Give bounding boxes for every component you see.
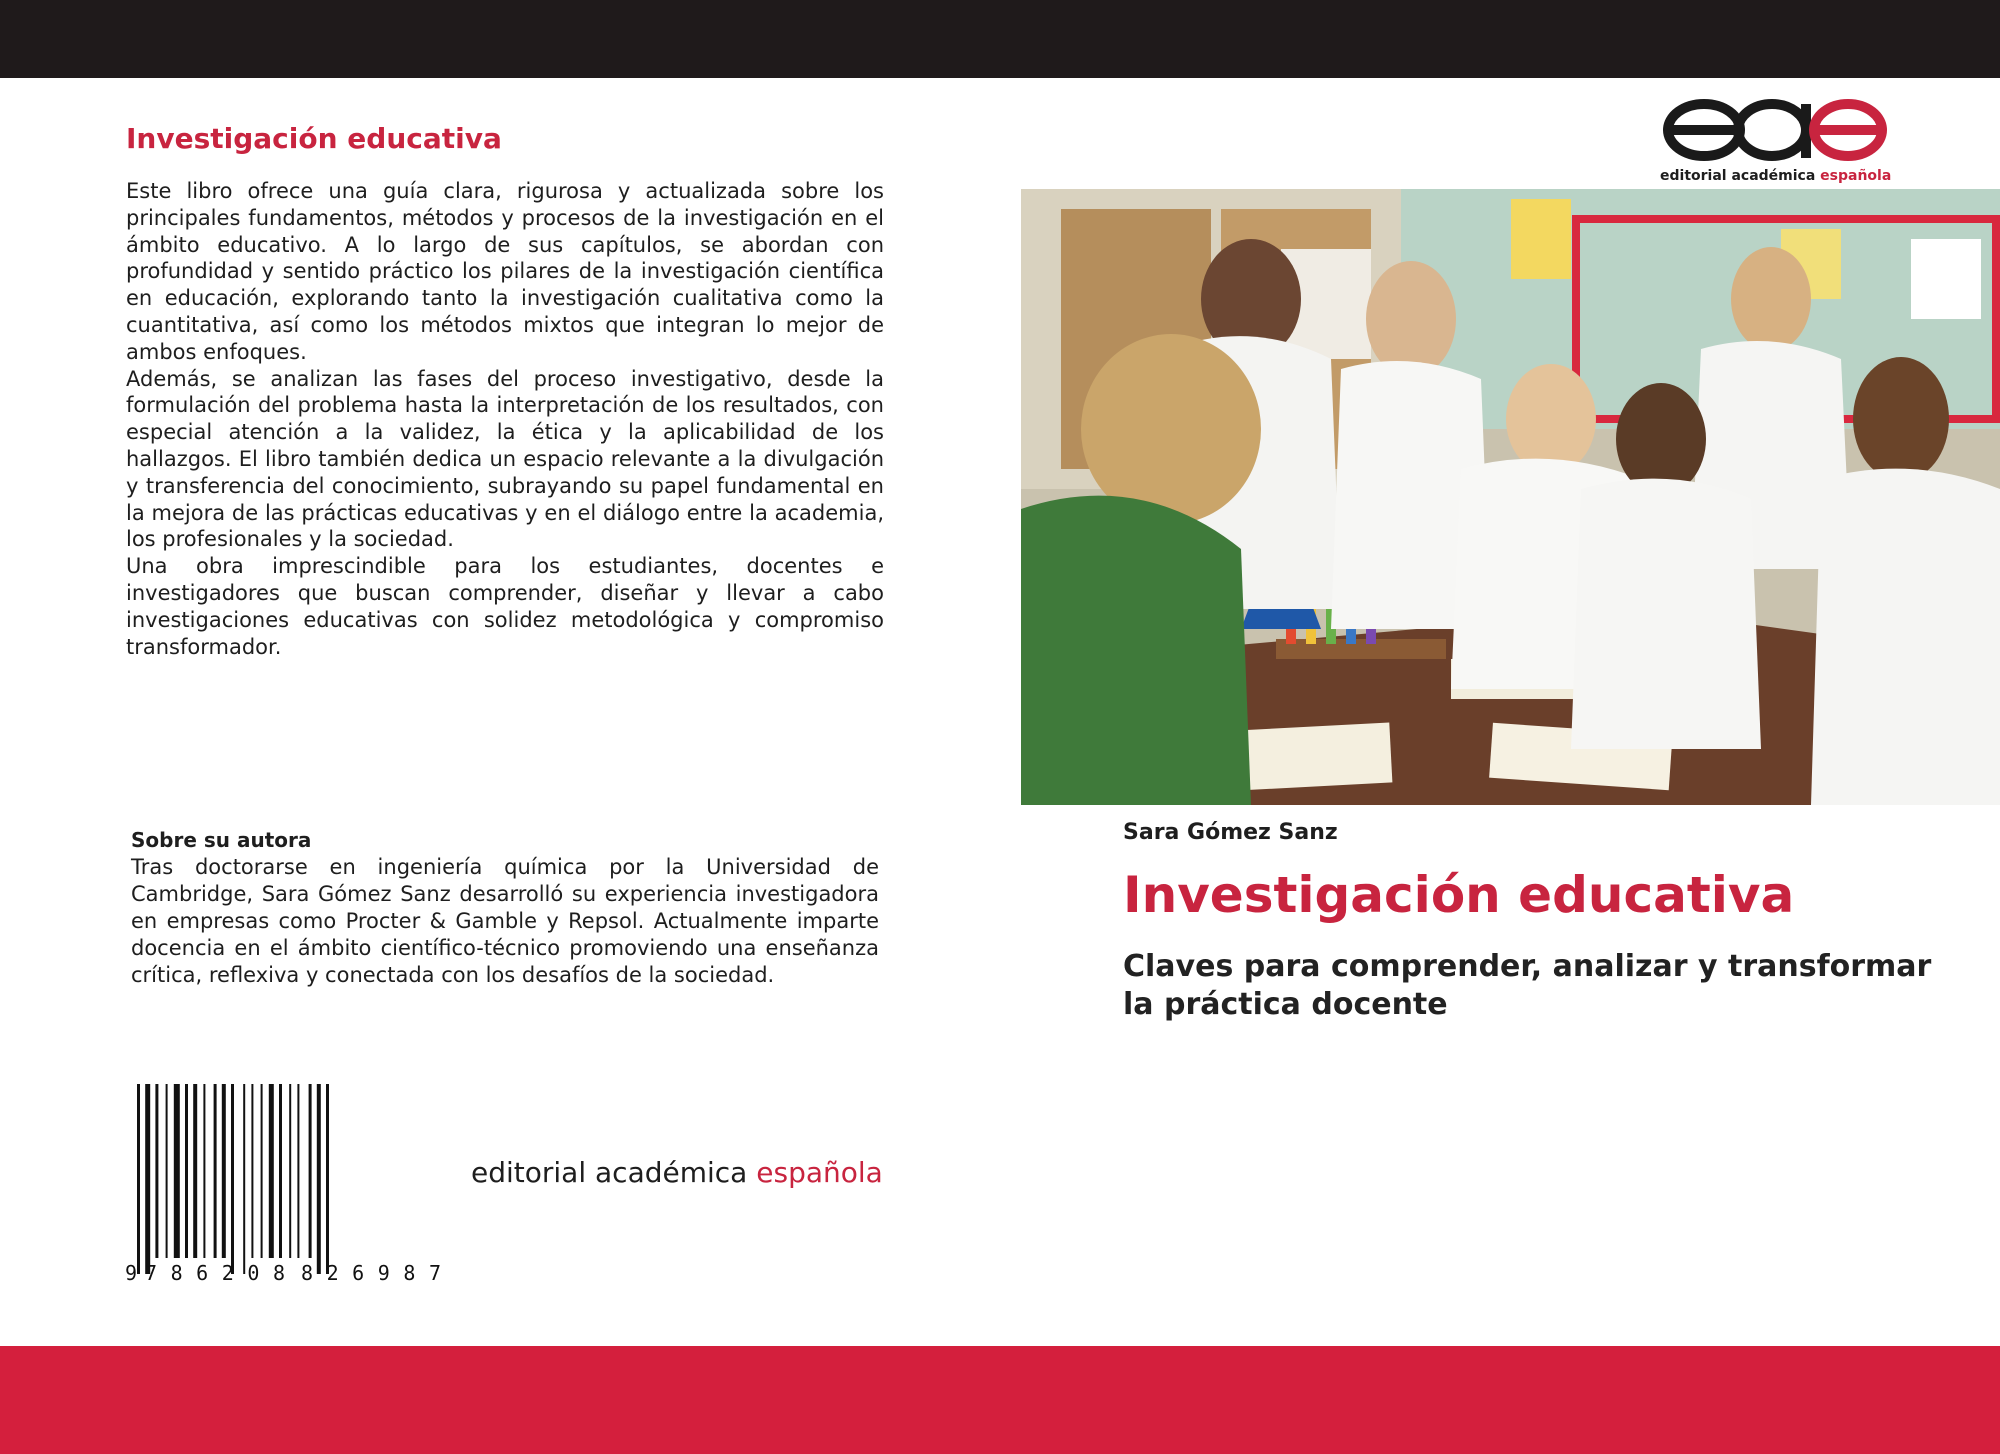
logo-caption-main: editorial académica	[1660, 168, 1821, 184]
publisher-name-main: editorial académica	[471, 1156, 757, 1189]
about-author-section	[131, 826, 879, 989]
logo-caption	[1660, 168, 1892, 184]
publisher-name-accent: española	[756, 1156, 883, 1189]
blurb-paragraph: Además, se analizan las fases del proceso investigativo, desde la formulación del problema hasta la interpretación de los resultados, con especial atención a la validez, la ética y la aplicabilidad de los hallazgos. El libro también dedica un espacio relevante a la divulgación y transferencia del conocimiento, subrayando su papel fundamental en la mejora de las prácticas educativas y en el diálogo entre la academia, los profesionales y la sociedad.	[126, 366, 884, 552]
about-author-heading: Sobre su autora	[131, 828, 312, 852]
blurb-paragraph: Una obra imprescindible para los estudiantes, docentes e investigadores que buscan comprender, diseñar y llevar a cabo investigaciones educativas con solidez metodológica y compromiso transformador.	[126, 554, 884, 659]
front-cover-subtitle: Claves para comprender, analizar y transformar la práctica docente	[1123, 949, 1932, 1022]
cover-photo-classroom	[1021, 189, 2000, 805]
front-cover-title: Investigación educativa	[1123, 866, 1795, 924]
isbn-barcode	[125, 1084, 455, 1284]
eae-logo-mark	[1660, 96, 1888, 166]
barcode-publisher-name	[471, 1156, 883, 1189]
top-band	[0, 0, 2000, 78]
isbn-digits-right: 826987	[301, 1261, 441, 1284]
blurb-paragraph: Este libro ofrece una guía clara, rigurosa y actualizada sobre los principales fundamentos, métodos y procesos de la investigación en el ámbito educativo. A lo largo de sus capítulos, se abordan con profundidad y sentido práctico los pilares de la investigación científica en educación, explorando tanto la investigación cualitativa como la cuantitativa, así como los métodos mixtos que integran lo mejor de ambos enfoques.	[126, 179, 884, 364]
about-author-text: Tras doctorarse en ingeniería química por la Universidad de Cambridge, Sara Gómez Sanz desarrolló su experiencia investigadora en empresas como Procter & Gamble y Repsol. Actualmente imparte docencia en el ámbito científico-técnico promoviendo una enseñanza crítica, reflexiva y conectada con los desafíos de la sociedad.	[131, 855, 879, 987]
logo-caption-accent: española	[1820, 168, 1892, 184]
back-cover-title: Investigación educativa	[126, 122, 502, 155]
publisher-logo	[1660, 96, 1892, 192]
isbn-digits-lead: 9	[125, 1261, 138, 1284]
front-author-name: Sara Gómez Sanz	[1123, 820, 1338, 845]
bottom-band	[0, 1346, 2000, 1454]
book-blurb	[126, 178, 884, 660]
isbn-digits-left: 786208	[145, 1261, 285, 1284]
